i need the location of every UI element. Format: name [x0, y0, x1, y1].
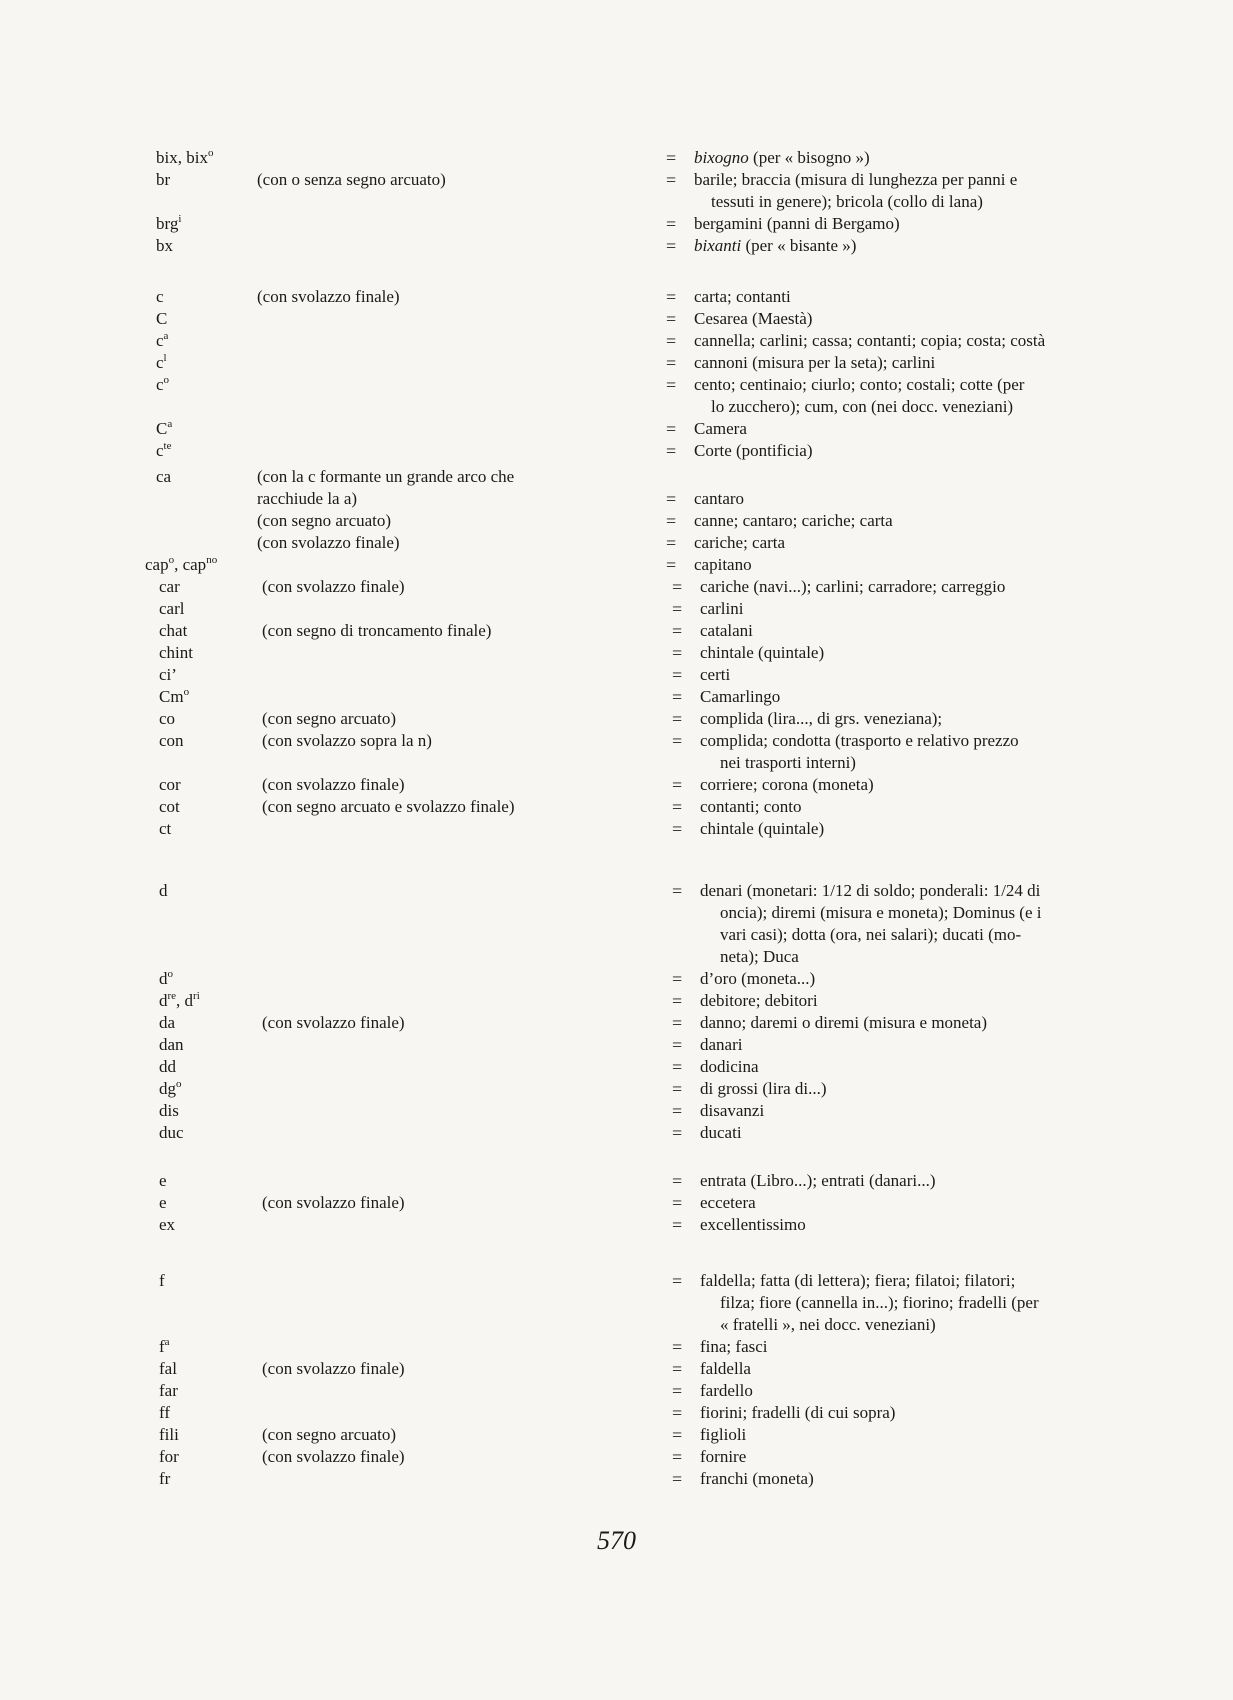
equals-sign: = [672, 991, 683, 1011]
entry-row [0, 169, 1233, 191]
meaning: barile; braccia (misura di lunghezza per panni e [694, 170, 1018, 189]
entry-row [0, 1424, 1233, 1446]
equals-sign: = [666, 287, 677, 307]
equals-sign: = [666, 309, 677, 329]
equals-sign: = [672, 1123, 683, 1143]
equals-sign: = [672, 621, 683, 641]
equals-sign: = [666, 555, 677, 575]
entry-row [0, 1270, 1233, 1292]
equals-sign: = [672, 1057, 683, 1077]
meaning: ducati [700, 1123, 742, 1142]
meaning: danari [700, 1035, 743, 1054]
abbreviation: $c^a$ [156, 330, 169, 350]
entry-row [0, 554, 1233, 576]
entry-row [0, 1012, 1233, 1034]
entry-row [0, 1078, 1233, 1100]
entry-row [0, 686, 1233, 708]
entry-row-continuation [0, 902, 1233, 924]
equals-sign: = [672, 731, 683, 751]
entry-row [0, 1192, 1233, 1214]
equals-sign: = [672, 775, 683, 795]
meaning: Cesarea (Maestà) [694, 309, 813, 328]
abbreviation: br [156, 170, 171, 189]
meaning: cariche (navi...); carlini; carradore; carreggio [700, 577, 1006, 596]
entry-row [0, 664, 1233, 686]
abbreviation: far [159, 1381, 178, 1400]
abbreviation: dis [159, 1101, 179, 1120]
entry-row [0, 488, 1233, 510]
meaning: cannella; carlini; cassa; contanti; copia; costa; costà [694, 331, 1046, 350]
abbreviation: Cm$^o$ [159, 686, 190, 706]
equals-sign: = [672, 709, 683, 729]
abbreviation: ca [156, 467, 172, 486]
entry-row [0, 990, 1233, 1012]
entry-row [0, 308, 1233, 330]
meaning: capitano [694, 555, 752, 574]
abbreviation: con [159, 731, 184, 750]
entry-row [0, 620, 1233, 642]
entry-row-continuation [0, 752, 1233, 774]
form-note: (con o senza segno arcuato) [257, 170, 446, 189]
form-note: (con svolazzo finale) [262, 1193, 405, 1212]
equals-sign: = [672, 1013, 683, 1033]
entry-row [0, 576, 1233, 598]
equals-sign: = [672, 643, 683, 663]
equals-sign: = [672, 1403, 683, 1423]
equals-sign: = [672, 1215, 683, 1235]
equals-sign: = [672, 1469, 683, 1489]
form-note: (con svolazzo finale) [257, 533, 400, 552]
abbreviation: ex [159, 1215, 176, 1234]
meaning-continuation: vari casi); dotta (ora, nei salari); ducati (mo- [720, 925, 1022, 944]
meaning: carta; contanti [694, 287, 791, 306]
entry-row [0, 730, 1233, 752]
abbreviation: car [159, 577, 180, 596]
entry-row [0, 1380, 1233, 1402]
meaning: canne; cantaro; cariche; carta [694, 511, 893, 530]
abbreviation: d [159, 881, 168, 900]
abbreviation: $c^l$ [156, 352, 167, 372]
abbreviation: bx [156, 236, 173, 255]
entry-row [0, 213, 1233, 235]
meaning: disavanzi [700, 1101, 765, 1120]
entry-row [0, 1468, 1233, 1490]
entry-row [0, 1446, 1233, 1468]
meaning: complida; condotta (trasporto e relativo prezzo [700, 731, 1019, 750]
form-note: (con la c formante un grande arco che [257, 467, 515, 486]
abbreviation: chat [159, 621, 188, 640]
meaning: cantaro [694, 489, 745, 508]
equals-sign: = [666, 375, 677, 395]
equals-sign: = [672, 1101, 683, 1121]
meaning: bixanti (per « bisante ») [694, 236, 857, 255]
form-note: (con segno arcuato) [262, 1425, 397, 1444]
meaning: Camarlingo [700, 687, 781, 706]
entry-row [0, 510, 1233, 532]
equals-sign: = [666, 331, 677, 351]
entry-row [0, 796, 1233, 818]
equals-sign: = [672, 881, 683, 901]
meaning: dodicina [700, 1057, 759, 1076]
form-note: (con segno arcuato) [262, 709, 397, 728]
abbreviation: $C^a$ [156, 418, 173, 438]
equals-sign: = [666, 353, 677, 373]
equals-sign: = [672, 797, 683, 817]
meaning-continuation: oncia); diremi (misura e moneta); Dominus (e i [720, 903, 1042, 922]
entry-row [0, 147, 1233, 169]
meaning: chintale (quintale) [700, 819, 825, 838]
meaning: certi [700, 665, 731, 684]
abbreviation: fili [159, 1425, 179, 1444]
entry-row [0, 598, 1233, 620]
equals-sign: = [666, 236, 677, 256]
abbreviation: for [159, 1447, 179, 1466]
abbreviation: co [159, 709, 176, 728]
meaning-continuation: filza; fiore (cannella in...); fiorino; fradelli (per [720, 1293, 1039, 1312]
form-note: (con svolazzo finale) [262, 775, 405, 794]
entry-row [0, 1122, 1233, 1144]
meaning: faldella; fatta (di lettera); fiera; filatoi; filatori; [700, 1271, 1016, 1290]
equals-sign: = [672, 687, 683, 707]
abbreviation: dan [159, 1035, 184, 1054]
form-note: (con svolazzo finale) [262, 1447, 405, 1466]
entry-row [0, 374, 1233, 396]
entry-row [0, 1214, 1233, 1236]
equals-sign: = [672, 1447, 683, 1467]
equals-sign: = [666, 419, 677, 439]
entry-row-continuation [0, 396, 1233, 418]
meaning: contanti; conto [700, 797, 802, 816]
entry-row [0, 532, 1233, 554]
abbreviation: da [159, 1013, 176, 1032]
meaning: catalani [700, 621, 753, 640]
meaning: chintale (quintale) [700, 643, 825, 662]
equals-sign: = [672, 819, 683, 839]
abbreviation: e [159, 1193, 167, 1212]
entry-row [0, 1358, 1233, 1380]
entry-row [0, 968, 1233, 990]
equals-sign: = [666, 441, 677, 461]
meaning-continuation: neta); Duca [720, 947, 799, 966]
entry-row [0, 1336, 1233, 1358]
abbreviation: dd [159, 1057, 176, 1076]
equals-sign: = [672, 1425, 683, 1445]
equals-sign: = [672, 577, 683, 597]
abbreviation: $c^{te}$ [156, 440, 172, 460]
equals-sign: = [666, 511, 677, 531]
entry-row [0, 1034, 1233, 1056]
meaning: fina; fasci [700, 1337, 768, 1356]
abbreviation: cot [159, 797, 180, 816]
abbreviation: brg$^i$ [156, 213, 182, 233]
abbreviation: $d^o$ [159, 968, 173, 988]
meaning: carlini [700, 599, 744, 618]
meaning: fardello [700, 1381, 753, 1400]
entry-row-continuation [0, 946, 1233, 968]
meaning: corriere; corona (moneta) [700, 775, 874, 794]
abbreviation: ci’ [159, 665, 177, 684]
meaning: fornire [700, 1447, 747, 1466]
abbreviation: $d^{re}$, $d^{ri}$ [159, 990, 200, 1010]
abbreviation: C [156, 309, 168, 328]
meaning: denari (monetari: 1/12 di soldo; ponderali: 1/24 di [700, 881, 1041, 900]
entry-row [0, 774, 1233, 796]
meaning: Camera [694, 419, 747, 438]
equals-sign: = [672, 1079, 683, 1099]
meaning: bergamini (panni di Bergamo) [694, 214, 900, 233]
abbreviation: duc [159, 1123, 184, 1142]
meaning: excellentissimo [700, 1215, 806, 1234]
equals-sign: = [666, 214, 677, 234]
meaning: di grossi (lira di...) [700, 1079, 827, 1098]
entry-row [0, 330, 1233, 352]
meaning-continuation: nei trasporti interni) [720, 753, 856, 772]
form-note-continuation: racchiude la a) [257, 489, 358, 508]
entry-row [0, 1170, 1233, 1192]
form-note: (con segno arcuato e svolazzo finale) [262, 797, 515, 816]
form-note: (con segno di troncamento finale) [262, 621, 492, 640]
abbreviation: carl [159, 599, 185, 618]
meaning: d’oro (moneta...) [700, 969, 816, 988]
equals-sign: = [666, 170, 677, 190]
entry-row [0, 642, 1233, 664]
equals-sign: = [666, 148, 677, 168]
entry-row [0, 1402, 1233, 1424]
form-note: (con segno arcuato) [257, 511, 392, 530]
equals-sign: = [672, 1359, 683, 1379]
abbreviation: e [159, 1171, 167, 1190]
entry-row [0, 352, 1233, 374]
entry-row [0, 235, 1233, 257]
meaning: fiorini; fradelli (di cui sopra) [700, 1403, 896, 1422]
entry-row [0, 1056, 1233, 1078]
form-note: (con svolazzo finale) [262, 1013, 405, 1032]
entry-row [0, 440, 1233, 462]
abbreviation: fal [159, 1359, 177, 1378]
equals-sign: = [666, 489, 677, 509]
abbreviation: ct [159, 819, 172, 838]
entry-row [0, 818, 1233, 840]
entry-row-continuation [0, 191, 1233, 213]
page-number: 570 [597, 1526, 636, 1555]
abbreviation: c [156, 287, 164, 306]
abbreviation: cap$^o$, cap$^{no}$ [145, 554, 218, 574]
abbreviation: $c^o$ [156, 374, 170, 394]
entry-row [0, 466, 1233, 488]
form-note: (con svolazzo finale) [257, 287, 400, 306]
meaning: cannoni (misura per la seta); carlini [694, 353, 936, 372]
entry-row-continuation [0, 1314, 1233, 1336]
equals-sign: = [672, 1337, 683, 1357]
meaning: bixogno (per « bisogno ») [694, 148, 870, 167]
form-note: (con svolazzo finale) [262, 577, 405, 596]
meaning-continuation: tessuti in genere); bricola (collo di lana) [711, 192, 983, 211]
abbreviation: chint [159, 643, 193, 662]
abbreviation: f [159, 1271, 165, 1290]
meaning: complida (lira..., di grs. veneziana); [700, 709, 943, 728]
meaning: faldella [700, 1359, 751, 1378]
form-note: (con svolazzo finale) [262, 1359, 405, 1378]
abbreviation: bix, bix$^o$ [156, 147, 214, 167]
entry-row [0, 418, 1233, 440]
meaning: franchi (moneta) [700, 1469, 814, 1488]
equals-sign: = [672, 1271, 683, 1291]
form-note: (con svolazzo sopra la n) [262, 731, 432, 750]
entry-row [0, 1100, 1233, 1122]
abbreviation: ff [159, 1403, 171, 1422]
entry-row-continuation [0, 924, 1233, 946]
equals-sign: = [672, 969, 683, 989]
entry-row [0, 880, 1233, 902]
equals-sign: = [666, 533, 677, 553]
meaning: entrata (Libro...); entrati (danari...) [700, 1171, 936, 1190]
abbreviation: cor [159, 775, 181, 794]
meaning: cariche; carta [694, 533, 786, 552]
meaning: cento; centinaio; ciurlo; conto; costali; cotte (per [694, 375, 1025, 394]
equals-sign: = [672, 599, 683, 619]
equals-sign: = [672, 1171, 683, 1191]
entry-row [0, 708, 1233, 730]
meaning-continuation: « fratelli », nei docc. veneziani) [720, 1315, 936, 1334]
meaning: debitore; debitori [700, 991, 818, 1010]
meaning: danno; daremi o diremi (misura e moneta) [700, 1013, 988, 1032]
entry-row [0, 286, 1233, 308]
abbreviation: $f^a$ [159, 1336, 170, 1356]
meaning-continuation: lo zucchero); cum, con (nei docc. veneziani) [711, 397, 1014, 416]
entry-row-continuation [0, 1292, 1233, 1314]
equals-sign: = [672, 665, 683, 685]
equals-sign: = [672, 1381, 683, 1401]
meaning: eccetera [700, 1193, 756, 1212]
abbreviation: $dg^o$ [159, 1078, 182, 1098]
equals-sign: = [672, 1193, 683, 1213]
abbreviation: fr [159, 1469, 171, 1488]
equals-sign: = [672, 1035, 683, 1055]
meaning: Corte (pontificia) [694, 441, 813, 460]
meaning: figlioli [700, 1425, 747, 1444]
